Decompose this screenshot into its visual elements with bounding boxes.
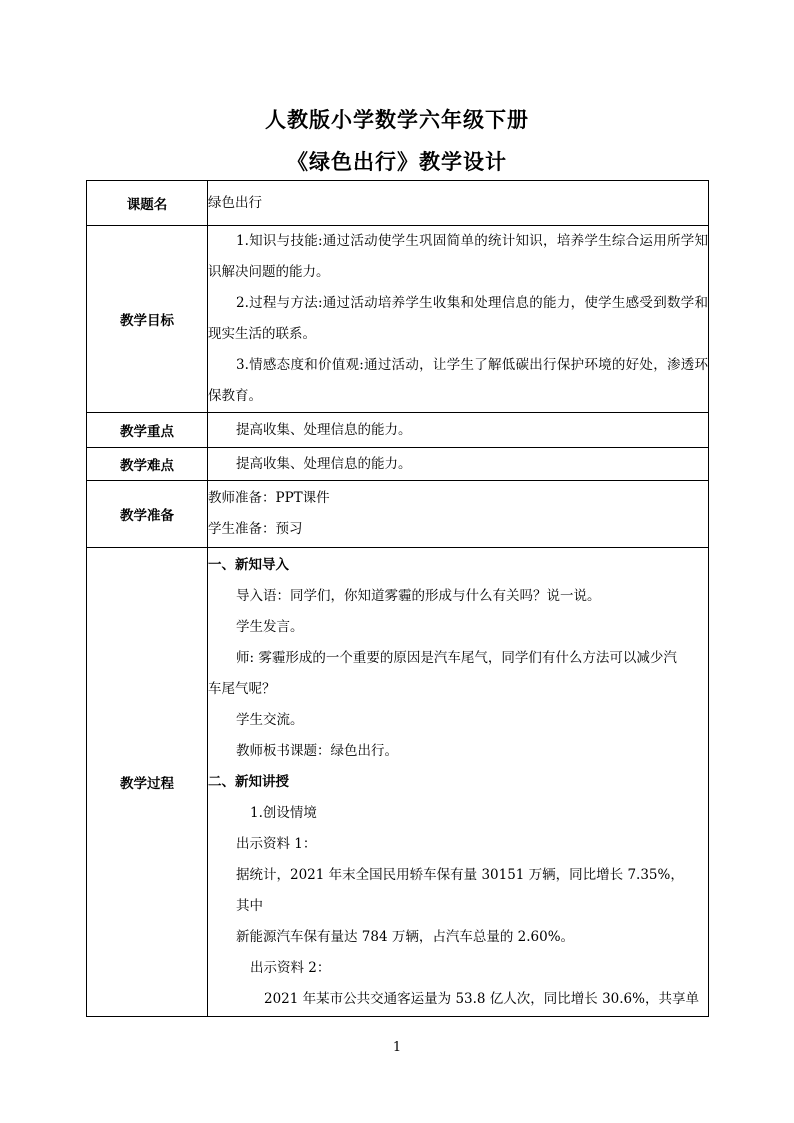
process-line: 据统计，2021 年末全国民用轿车保有量 30151 万辆，同比增长 7.35%，	[236, 866, 684, 883]
key-points-label: 教学重点	[87, 413, 208, 448]
row-preparation	[87, 481, 709, 548]
goal-item: 2.过程与方法:通过活动培养学生收集和处理信息的能力，使学生感受到数学和现实生活的联系。	[208, 295, 708, 342]
key-points-content	[208, 413, 709, 448]
page-number: 1	[392, 1040, 402, 1055]
process-line: 其中	[236, 897, 263, 914]
difficulties-content	[208, 448, 709, 481]
topic-label: 课题名	[87, 181, 208, 226]
row-difficulties	[87, 448, 709, 481]
goal-item: 1.知识与技能:通过活动使学生巩固简单的统计知识，培养学生综合运用所学知识解决问题的能力。	[208, 233, 708, 280]
process-line: 出示资料 1：	[236, 835, 317, 852]
difficulties-label: 教学难点	[87, 448, 208, 481]
preparation-label: 教学准备	[87, 481, 208, 548]
row-key-points	[87, 413, 709, 448]
row-topic	[87, 181, 709, 226]
student-preparation: 学生准备：预习	[208, 521, 303, 537]
goals-content	[208, 226, 709, 413]
process-line: 师: 雾霾形成的一个重要的原因是汽车尾气，同学们有什么方法可以减少汽	[236, 649, 677, 666]
document-title: 人教版小学数学六年级下册	[265, 107, 529, 132]
key-points-text: 提高收集、处理信息的能力。	[236, 421, 412, 438]
topic-value	[208, 181, 709, 226]
preparation-content	[208, 481, 709, 548]
process-line: 车尾气呢？	[208, 680, 276, 697]
process-line: 导入语：同学们，你知道雾霾的形成与什么有关吗？说一说。	[236, 587, 601, 604]
process-line: 1.创设情境	[250, 804, 317, 821]
process-line: 新能源汽车保有量达 784 万辆，占汽车总量的 2.60%。	[236, 928, 575, 945]
process-line: 学生发言。	[236, 618, 304, 635]
teacher-preparation: 教师准备：PPT课件	[208, 490, 330, 506]
row-goals	[87, 226, 709, 413]
topic-text: 绿色出行	[208, 194, 262, 211]
process-line: 2021 年某市公共交通客运量为 53.8 亿人次，同比增长 30.6%，共享单	[264, 990, 699, 1007]
process-content	[208, 548, 709, 1017]
lesson-plan-table	[86, 180, 709, 1017]
goal-item: 3.情感态度和价值观:通过活动，让学生了解低碳出行保护环境的好处，渗透环保教育。	[208, 357, 708, 404]
document-subtitle: 《绿色出行》教学设计	[287, 149, 507, 174]
goals-label: 教学目标	[87, 226, 208, 413]
section-heading: 二、新知讲授	[208, 773, 289, 790]
process-line: 出示资料 2：	[250, 959, 331, 976]
section-heading: 一、新知导入	[208, 556, 289, 573]
process-line: 教师板书课题：绿色出行。	[236, 742, 398, 759]
process-line: 学生交流。	[236, 711, 304, 728]
row-process	[87, 548, 709, 1017]
difficulties-text: 提高收集、处理信息的能力。	[236, 455, 412, 472]
process-label: 教学过程	[87, 548, 208, 1017]
